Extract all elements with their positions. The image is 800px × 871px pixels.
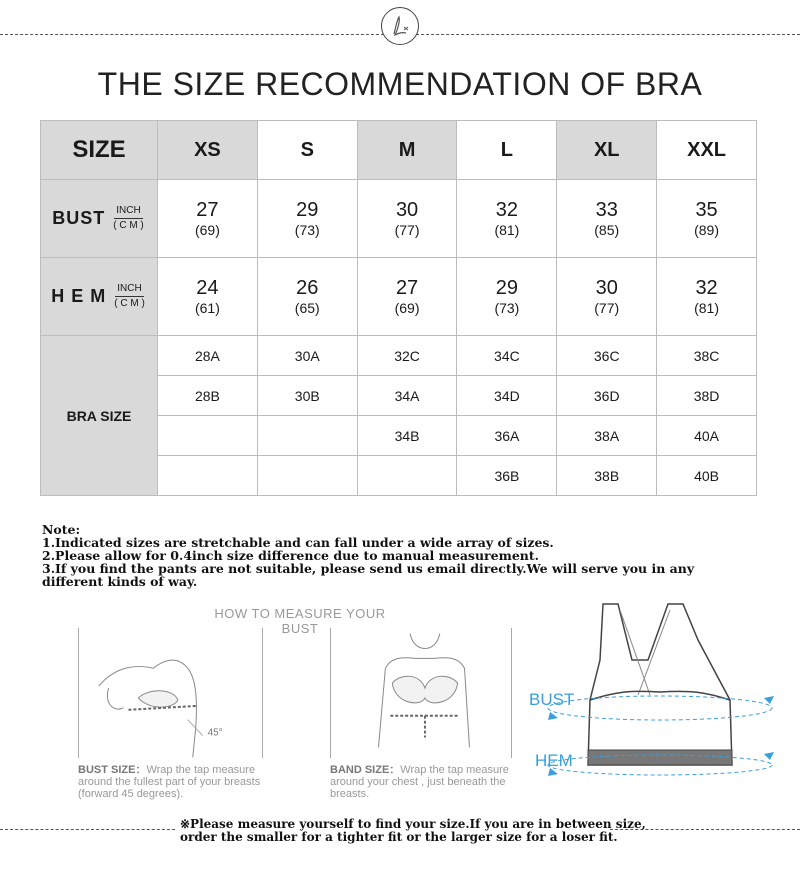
bra-size-cell [257,456,357,496]
bra-size-cell: 36C [557,336,657,376]
unit-inch: INCH [114,204,142,219]
unit-cm: ( C M ) [113,220,144,231]
hem-diagram-label: HEM [535,751,573,770]
hem-cell: 30 (77) [557,258,657,336]
unit-inch: INCH [115,282,143,297]
size-header-cell: S [257,121,357,180]
bust-cell: 30 (77) [357,180,457,258]
bra-size-cell: 34C [457,336,557,376]
bra-size-cell: 28A [158,336,258,376]
bra-size-cell: 34A [357,376,457,416]
bra-size-cell: 38C [657,336,757,376]
hem-cell: 32 (81) [657,258,757,336]
bust-diagram-label: BUST [529,690,575,709]
band-caption-title: BAND SIZE： [330,764,401,776]
note-item: 2.Please allow for 0.4inch size difference due to manual measurement. [42,548,539,563]
bra-size-cell: 40B [657,456,757,496]
hem-row-label [41,258,158,336]
footer-line: ※Please measure yourself to find your size.If you are in between size, [180,817,646,831]
bust-measure-illustration [78,628,263,758]
band-measure-illustration [330,628,512,758]
hem-row [41,258,757,336]
bra-size-label: BRA SIZE [41,336,158,496]
bra-size-row [41,336,757,376]
bust-label: BUST [52,208,106,228]
bra-size-cell: 36D [557,376,657,416]
bra-size-cell: 38B [557,456,657,496]
footer-note [180,818,646,844]
bust-caption-text: Wrap the tap measure around the fullest part of your breasts (forward 45 degrees). [78,764,261,800]
note-item: 3.If you find the pants are not suitable, please send us email directly.We will serve you in any [42,561,695,576]
size-header-cell: M [357,121,457,180]
bra-size-cell: 32C [357,336,457,376]
brand-logo-icon [381,7,419,45]
hem-label: H E M [51,286,107,306]
bra-size-cell: 36A [457,416,557,456]
hem-cell: 26 (65) [257,258,357,336]
hem-cell: 29 (73) [457,258,557,336]
bust-row-label [41,180,158,258]
size-header-row [41,121,757,180]
angle-label: 45° [207,727,223,739]
unit-cm: ( C M ) [114,298,145,309]
bra-size-cell [357,456,457,496]
bust-caption-title: BUST SIZE： [78,764,147,776]
bra-size-cell [257,416,357,456]
bra-size-cell: 34D [457,376,557,416]
how-to-measure-title: HOW TO MEASURE YOUR BUST [214,606,386,636]
notes-block [42,523,782,588]
bust-cell: 35 (89) [657,180,757,258]
bust-size-caption [78,764,268,800]
bust-cell: 32 (81) [457,180,557,258]
bra-size-cell: 40A [657,416,757,456]
size-header-cell: XL [557,121,657,180]
page-title: THE SIZE RECOMMENDATION OF BRA [97,66,703,102]
size-header-label: SIZE [41,121,158,180]
bust-unit-fraction [111,204,146,233]
bra-size-cell: 38A [557,416,657,456]
size-header-cell: L [457,121,557,180]
size-chart-table [40,120,757,496]
bust-cell: 29 (73) [257,180,357,258]
bra-size-cell: 38D [657,376,757,416]
bra-size-cell: 36B [457,456,557,496]
hem-cell: 24 (61) [158,258,258,336]
bra-size-cell: 30B [257,376,357,416]
band-caption-text: Wrap the tap measure around your chest , just beneath the breasts. [330,764,509,800]
bust-row [41,180,757,258]
hem-unit-fraction [112,282,147,311]
notes-heading: Note: [42,522,81,537]
bra-size-cell: 30A [257,336,357,376]
bottom-divider [0,829,175,830]
hem-cell: 27 (69) [357,258,457,336]
size-header-cell: XXL [657,121,757,180]
bra-size-cell: 28B [158,376,258,416]
bust-cell: 33 (85) [557,180,657,258]
band-size-caption [330,764,520,800]
bra-size-cell [158,456,258,496]
bust-cell: 27 (69) [158,180,258,258]
footer-line: order the smaller for a tighter fit or the larger size for a loser fit. [180,830,618,844]
note-item: 1.Indicated sizes are stretchable and can fall under a wide array of sizes. [42,535,554,550]
bra-size-cell: 34B [357,416,457,456]
bra-size-cell [158,416,258,456]
note-item: different kinds of way. [42,574,198,589]
size-header-cell: XS [158,121,258,180]
